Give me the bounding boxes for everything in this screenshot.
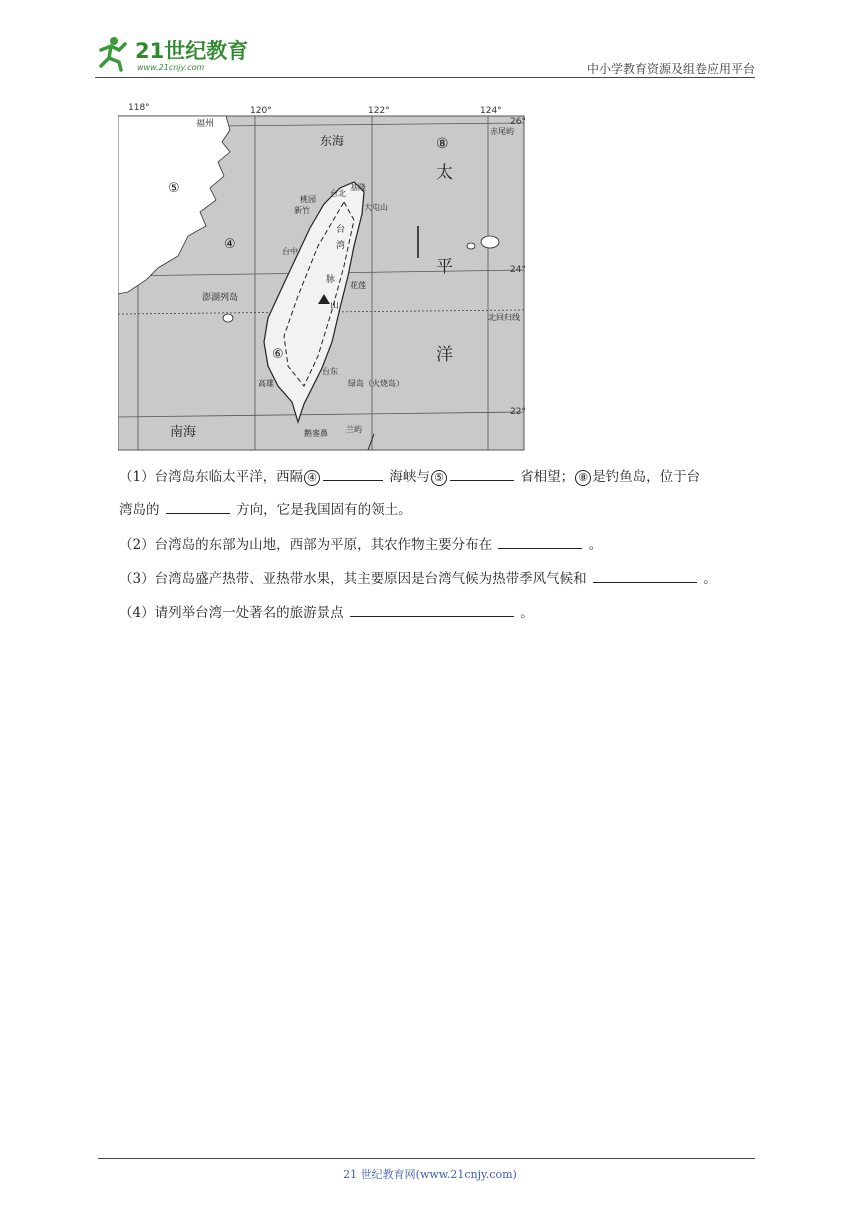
q3-blank[interactable] [593, 568, 697, 583]
label-mountain-1: 台 [336, 225, 346, 235]
marker-8: ⑧ [436, 136, 449, 152]
label-lanyu: 兰屿 [346, 425, 362, 434]
label-gaoxiong: 高雄 [258, 379, 274, 388]
label-mountain-3: 脉 [326, 275, 336, 285]
question-1-line-1 [119, 466, 764, 487]
footer-text: 21 世纪教育网(www.21cnjy.com) [343, 1168, 517, 1181]
lon-118: 118° [128, 103, 150, 113]
marker-6: ⑥ [272, 347, 284, 362]
q1-text-a: （1）台湾岛东临太平洋，西隔 [119, 469, 304, 485]
q2-text-b: 。 [588, 537, 603, 553]
q1-marker-5: ⑤ [431, 470, 447, 486]
q1-text-f: 方向，它是我国固有的领土。 [236, 502, 412, 518]
lat-26: 26° [510, 117, 526, 127]
label-penghu: 澎湖列岛 [202, 293, 239, 303]
q2-text-a: （2）台湾岛的东部为山地，西部为平原，其农作物主要分布在 [119, 537, 493, 553]
question-4 [119, 602, 764, 623]
lon-120: 120° [250, 106, 272, 116]
lat-22: 22° [510, 407, 526, 417]
label-yang: 洋 [436, 345, 453, 365]
label-chiwei: 赤尾屿 [490, 127, 514, 136]
q1-blank-province[interactable] [450, 466, 514, 481]
lon-122: 122° [368, 106, 390, 116]
page-header [95, 30, 755, 78]
marker-5: ⑤ [168, 181, 180, 196]
label-taoyuan: 桃园 [300, 195, 316, 204]
label-hualian: 花莲 [350, 281, 366, 290]
lon-124: 124° [480, 106, 502, 116]
label-donghai: 东海 [320, 134, 345, 148]
q3-text-a: （3）台湾岛盛产热带、亚热带水果，其主要原因是台湾气候为热带季风气候和 [119, 571, 587, 587]
label-taidong: 台东 [322, 367, 338, 376]
question-3 [119, 568, 764, 589]
label-eluanbi: 鹅銮鼻 [304, 429, 328, 438]
runner-icon [101, 37, 125, 70]
label-taizhong: 台中 [282, 247, 298, 256]
label-mountain-2: 湾 [336, 241, 346, 251]
label-ping: 平 [436, 257, 453, 277]
question-2 [119, 534, 764, 555]
logo-text: 21世纪教育 [135, 39, 249, 63]
q1-blank-strait[interactable] [323, 466, 383, 481]
label-nanhai: 南海 [170, 425, 197, 440]
q1-text-b: 海峡与 [389, 469, 430, 485]
q1-text-d: 是钓鱼岛，位于台 [592, 469, 701, 485]
q1-marker-8: ⑧ [575, 470, 591, 486]
logo-url: www.21cnjy.com [137, 63, 205, 72]
q4-blank[interactable] [350, 602, 514, 617]
lat-24: 24° [510, 265, 526, 275]
q4-text-b: 。 [520, 605, 534, 621]
header-slogan: 中小学教育资源及组卷应用平台 [586, 62, 755, 76]
label-tai: 太 [436, 163, 453, 183]
question-1-line-2 [119, 499, 764, 520]
q3-text-b: 。 [703, 571, 717, 587]
footer-divider [98, 1158, 755, 1159]
q4-text-a: （4）请列举台湾一处著名的旅游景点 [119, 605, 344, 621]
label-taibei: 台北 [330, 189, 346, 198]
q1-marker-4: ④ [304, 470, 320, 486]
q1-blank-direction[interactable] [166, 499, 230, 514]
taiwan-map [118, 96, 526, 452]
label-ludao: 绿岛（火烧岛） [348, 379, 404, 388]
q1-text-e: 湾岛的 [119, 502, 160, 518]
site-logo [95, 34, 265, 74]
label-datun: 大屯山 [364, 203, 388, 212]
q2-blank[interactable] [498, 534, 582, 549]
label-jilong: 基隆 [350, 183, 366, 192]
q1-text-c: 省相望； [520, 469, 575, 485]
label-xinzhu: 新竹 [294, 206, 310, 215]
label-yushan: 山 [330, 301, 340, 311]
header-divider [95, 77, 755, 78]
label-fuzhou: 福州 [196, 119, 215, 129]
marker-4: ④ [224, 237, 236, 252]
label-tropic: 北回归线 [488, 313, 520, 322]
